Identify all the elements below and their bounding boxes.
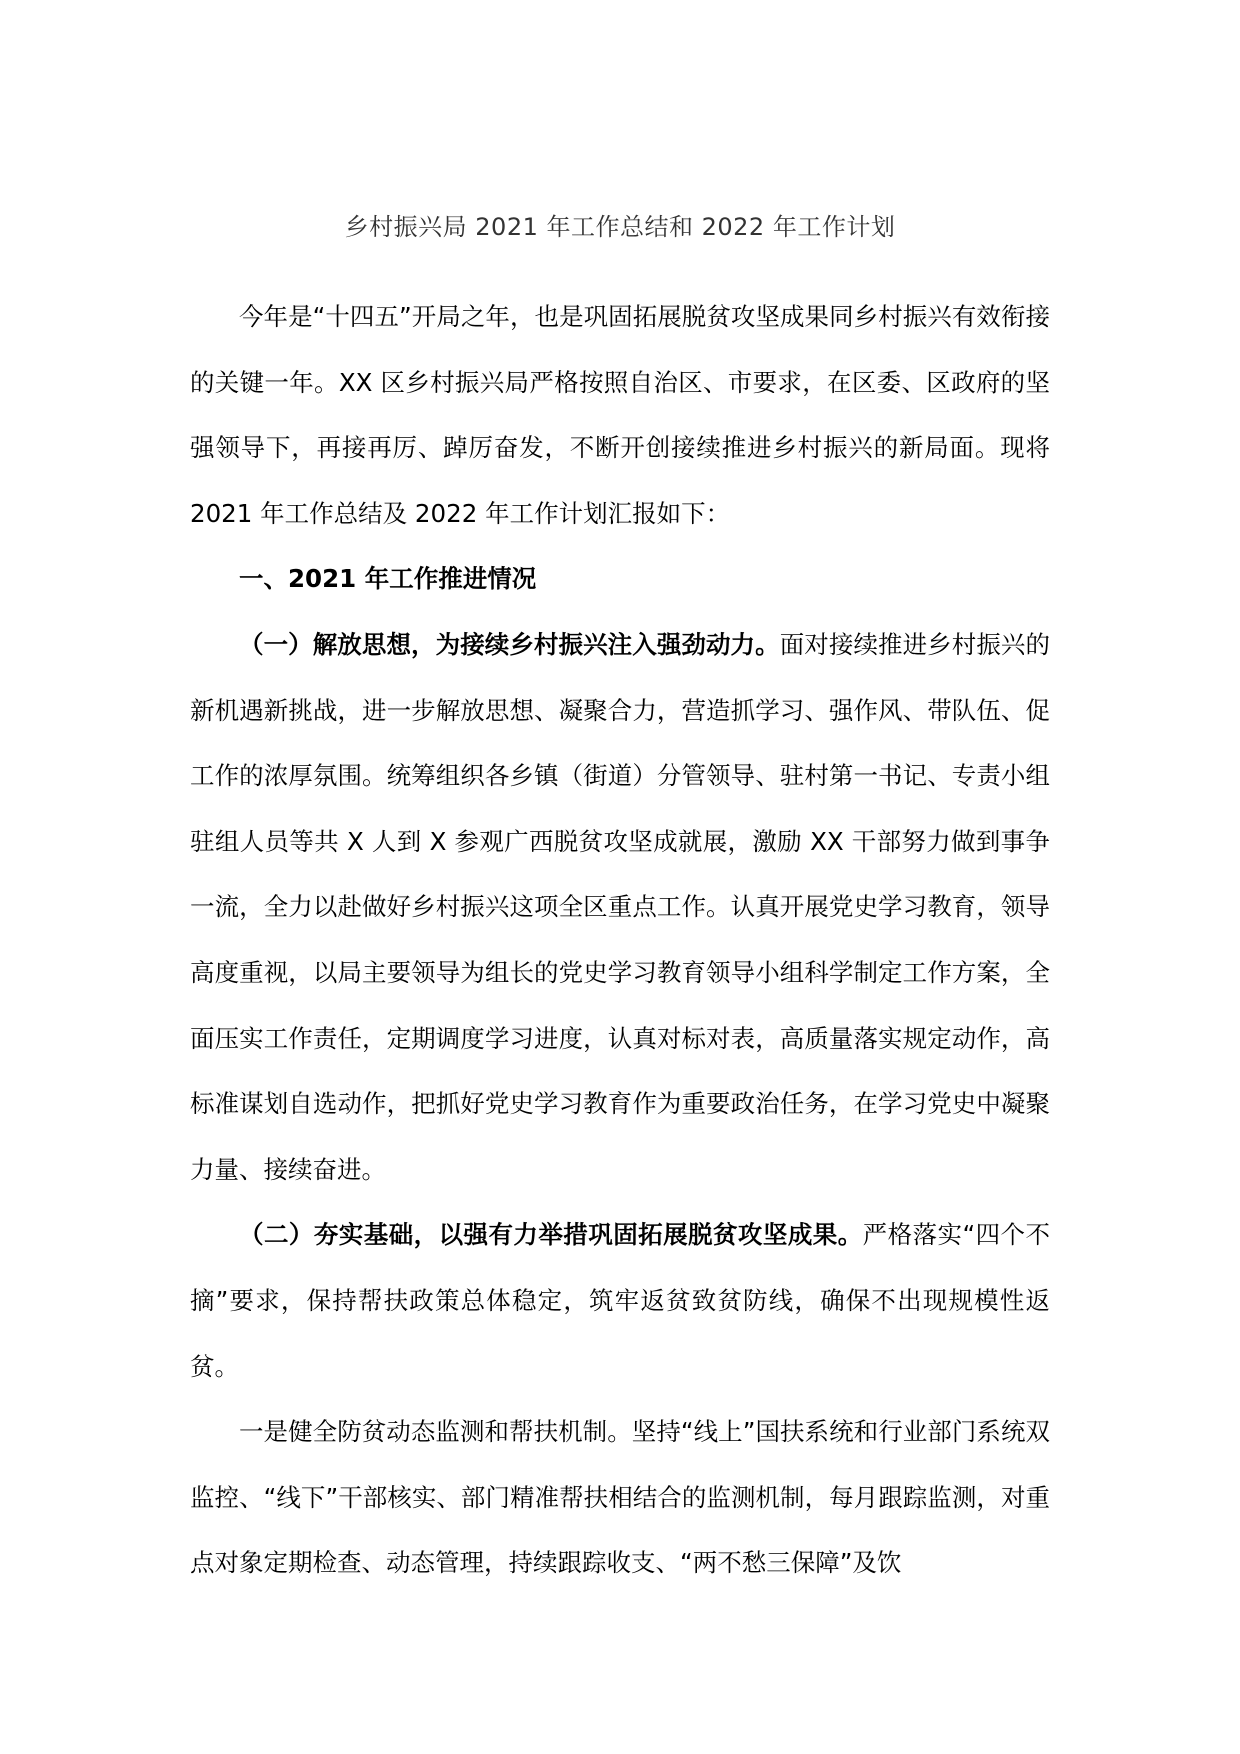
document-body bbox=[190, 284, 1050, 1596]
section-heading: 一、2021 年工作推进情况 bbox=[239, 564, 537, 594]
item-one-paragraph bbox=[190, 612, 1050, 1202]
monitor-paragraph: 一是健全防贫动态监测和帮扶机制。坚持“线上”国扶系统和行业部门系统双监控、“线下”干部核实、部门精准帮扶相结合的监测机制，每月跟踪监测，对重点对象定期检查、动态管理，持续跟踪收支、“两不愁三保障”及饮 bbox=[190, 1417, 1050, 1578]
item-two-lead: （二）夯实基础，以强有力举措巩固拓展脱贫攻坚成果。 bbox=[239, 1220, 863, 1250]
item-two-paragraph bbox=[190, 1202, 1050, 1399]
intro-paragraph: 今年是“十四五”开局之年，也是巩固拓展脱贫攻坚成果同乡村振兴有效衔接的关键一年。XX 区乡村振兴局严格按照自治区、市要求，在区委、区政府的坚强领导下，再接再厉、踔厉奋发，不断开创接续推进乡村振兴的新局面。现将 2021 年工作总结及 2022 年工作计划汇报如下： bbox=[190, 302, 1050, 528]
document-title: 乡村振兴局 2021 年工作总结和 2022 年工作计划 bbox=[344, 213, 896, 241]
item-one-text: 面对接续推进乡村振兴的新机遇新挑战，进一步解放思想、凝聚合力，营造抓学习、强作风、带队伍、促工作的浓厚氛围。统筹组织各乡镇（街道）分管领导、驻村第一书记、专责小组驻组人员等共 X 人到 X 参观广西脱贫攻坚成就展，激励 XX 干部努力做到事争一流，全力以赴做好乡村振兴这项全区重点工作。认真开展党史学习教育，领导高度重视，以局主要领导为组长的党史学习教育领导小组科学制定工作方案，全面压实工作责任，定期调度学习进度，认真对标对表，高质量落实规定动作，高标准谋划自选动作，把抓好党史学习教育作为重要政治任务，在学习党史中凝聚力量、接续奋进。 bbox=[190, 629, 1050, 1184]
item-two-text: 严格落实“四个不摘”要求，保持帮扶政策总体稳定，筑牢返贫致贫防线，确保不出现规模性返贫。 bbox=[190, 1220, 1050, 1381]
item-one-lead: （一）解放思想，为接续乡村振兴注入强劲动力。 bbox=[239, 629, 780, 659]
